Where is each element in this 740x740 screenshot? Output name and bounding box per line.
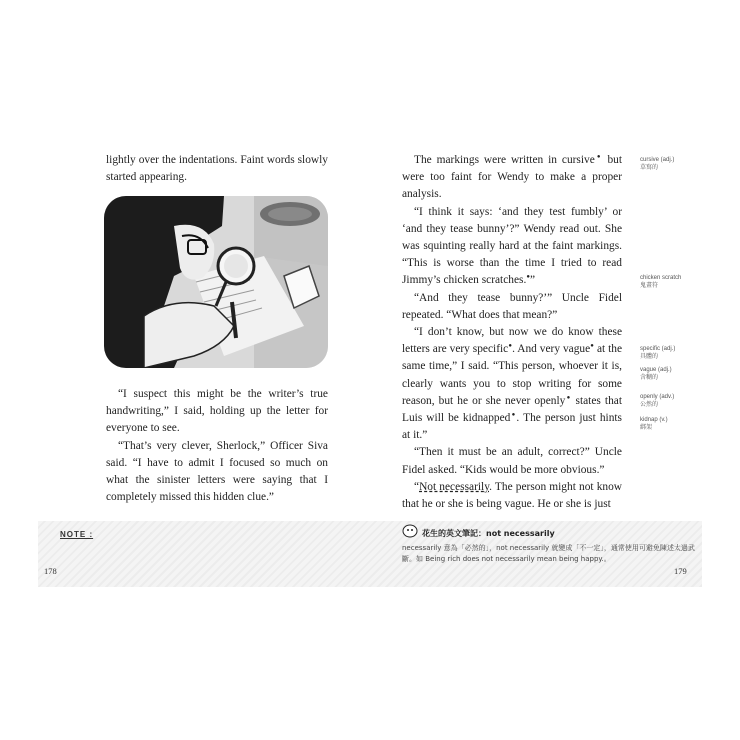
left-top-paragraph: lightly over the indentations. Faint words slowly started appearing.	[106, 154, 328, 184]
underlined-phrase: Not necessarily	[419, 480, 490, 493]
glossary-entry: chicken scratch 鬼畫符	[640, 275, 682, 289]
detective-magnifier-illustration	[104, 196, 328, 368]
right-paragraph: “Then it must be an adult, correct?” Uncle Fidel asked. “Kids would be more obvious.”	[402, 446, 622, 476]
note-body: necessarily 意為「必然的」，not necessarily 就變成「不一定」，通常使用可避免陳述太過武斷。如 Being rich does not necessarily mean being happy.。	[402, 544, 695, 563]
note-label: NOTE :	[60, 530, 94, 539]
glossary-entry: openly (adv.) 公然的	[640, 394, 675, 408]
right-page-body	[402, 152, 622, 513]
note-title: 花生的英文筆記：not necessarily	[422, 529, 555, 538]
left-paragraph: “That’s very clever, Sherlock,” Officer Siva said. “I have to admit I focused so much on what the sinister letters were saying that I completely missed this hidden clue.”	[106, 439, 328, 504]
right-paragraph: “I don’t know, but now we do know these letters are very specific●. And very vague● at the same time,” I said. “This person, whoever it is, clearly wants you to stop writing for some reason, but he or she never openly● states that Luis will be kidnapped●. The person just hints at it.”	[402, 326, 623, 442]
left-page-top-text	[106, 152, 328, 186]
glossary-entry: kidnap (v.) 綁架	[640, 417, 668, 431]
right-paragraph: “Not necessarily. The person might not know that he or she is being vague. He or she is just	[402, 480, 623, 511]
glossary-entry: cursive (adj.) 草寫的	[640, 157, 675, 171]
right-paragraph: “I think it says: ‘and they test fumbly’ or ‘and they tease bunny’?” Wendy read out. She was squinting really hard at the faint markings. “This is worse than the time I tried to read Jimmy’s chicken scratches.●”	[402, 205, 622, 287]
page-number-left: 178	[44, 566, 57, 576]
glossary-entry: specific (adj.) 具體的	[640, 346, 676, 360]
page-number-right: 179	[674, 566, 687, 576]
right-paragraph: “And they tease bunny?’” Uncle Fidel repeated. “What does that mean?”	[402, 291, 622, 321]
glossary-entry: vague (adj.) 含糊的	[640, 367, 672, 381]
left-paragraph: “I suspect this might be the writer’s true handwriting,” I said, holding up the letter for everyone to see.	[106, 388, 328, 435]
right-paragraph: The markings were written in cursive● but were too faint for Wendy to make a proper analysis.	[402, 154, 622, 201]
left-page-body	[106, 386, 328, 506]
